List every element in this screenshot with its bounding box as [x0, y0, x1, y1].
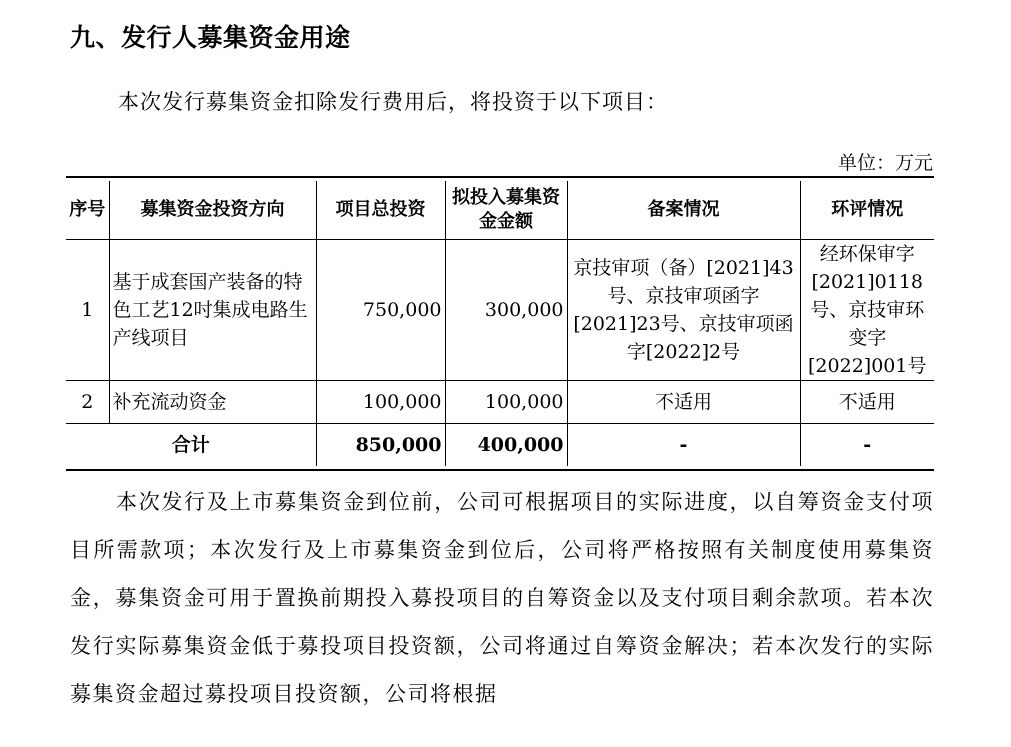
cell-env: 经环保审字[2021]0118号、京技审环变字[2022]001号 — [800, 240, 934, 381]
cell-planned: 300,000 — [445, 240, 567, 381]
header-env: 环评情况 — [800, 181, 934, 240]
cell-direction: 基于成套国产装备的特色工艺12吋集成电路生产线项目 — [109, 240, 316, 381]
header-filing: 备案情况 — [567, 181, 800, 240]
cell-total: 750,000 — [316, 240, 445, 381]
cell-filing: 京技审项（备）[2021]43号、京技审项函字[2021]23号、京技审项函字[2022]2号 — [567, 240, 800, 381]
header-direction: 募集资金投资方向 — [109, 181, 316, 240]
total-total: 850,000 — [316, 424, 445, 467]
header-planned: 拟投入募集资金金额 — [445, 181, 567, 240]
table-row — [66, 240, 934, 381]
fund-use-table — [66, 176, 934, 471]
table-row — [66, 381, 934, 424]
section-heading: 九、发行人募集资金用途 — [70, 23, 351, 52]
cell-direction: 补充流动资金 — [109, 381, 316, 424]
cell-no: 2 — [66, 381, 109, 424]
total-env: - — [800, 424, 934, 467]
intro-text: 本次发行募集资金扣除发行费用后，将投资于以下项目： — [118, 90, 668, 114]
unit-label: 单位：万元 — [837, 152, 933, 174]
total-filing: - — [567, 424, 800, 467]
table-total-row — [66, 424, 934, 467]
header-total: 项目总投资 — [316, 181, 445, 240]
cell-env: 不适用 — [800, 381, 934, 424]
header-no: 序号 — [66, 181, 109, 240]
cell-planned: 100,000 — [445, 381, 567, 424]
cell-total: 100,000 — [316, 381, 445, 424]
table-header-row — [66, 181, 934, 240]
cell-no: 1 — [66, 240, 109, 381]
total-label: 合计 — [66, 424, 316, 467]
cell-filing: 不适用 — [567, 381, 800, 424]
body-paragraph: 本次发行及上市募集资金到位前，公司可根据项目的实际进度，以自筹资金支付项目所需款项；本次发行及上市募集资金到位后，公司将严格按照有关制度使用募集资金，募集资金可用于置换前期投入募投项目的自筹资金以及支付项目剩余款项。若本次发行实际募集资金低于募投项目投资额，公司将通过自筹资金解决；若本次发行的实际募集资金超过募投项目投资额，公司将根据 — [70, 490, 934, 706]
total-planned: 400,000 — [445, 424, 567, 467]
